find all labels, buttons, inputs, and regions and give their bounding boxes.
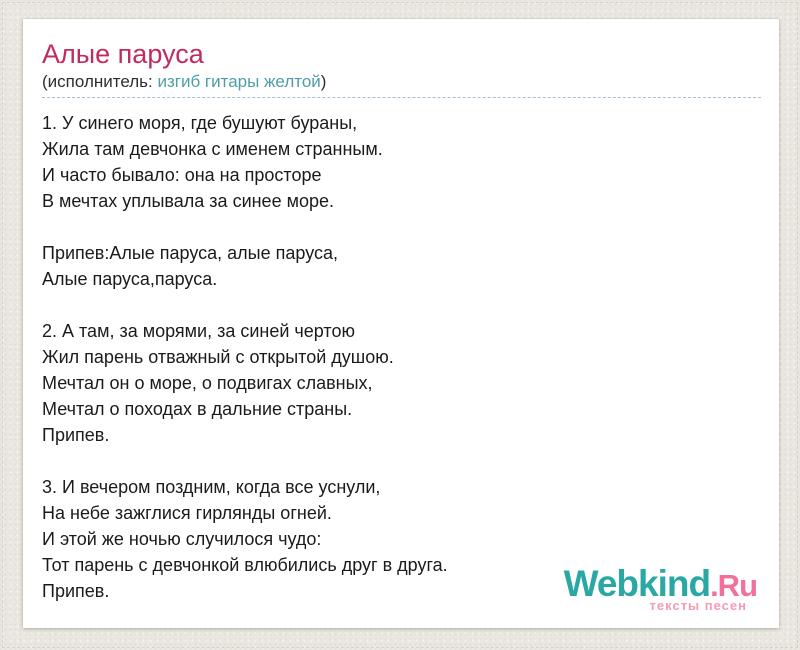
artist-prefix: (исполнитель: [42,72,158,91]
artist-suffix: ) [320,72,327,91]
lyric-line-blank [42,292,761,318]
lyric-line: 1. У синего моря, где бушуют бураны, [42,113,358,133]
artist-link[interactable]: изгиб гитары желтой [157,72,321,91]
lyric-line: 3. И вечером поздним, когда все уснули, [42,477,381,497]
webkind-logo-text [564,565,757,602]
lyric-line: Припев:Алые паруса, алые паруса, [42,243,338,263]
lyric-line: Жила там девчонка с именем странным. [42,139,383,159]
lyric-line: И часто бывало: она на просторе [42,165,322,185]
lyric-line-blank [42,214,761,240]
lyric-line: Мечтал о походах в дальние страны. [42,399,353,419]
artist-line [42,72,761,92]
logo-webkind-part: Webkind [563,563,711,604]
content-card [23,19,779,628]
lyric-line: Жил парень отважный с открытой душою. [42,347,394,367]
lyric-line: Тот парень с девчонкой влюбились друг в друга. [42,555,448,575]
lyric-line: Припев. [42,581,110,601]
dotted-separator [42,97,761,98]
lyric-line: Мечтал он о море, о подвигах славных, [42,373,373,393]
lyric-line: Алые паруса,паруса. [42,269,218,289]
logo-tagline: тексты песен [649,598,747,613]
lyric-line: Припев. [42,425,110,445]
lyric-line-blank [42,448,761,474]
song-title: Алые паруса [42,39,204,69]
lyric-line: 2. А там, за морями, за синей чертою [42,321,355,341]
lyrics-block [42,110,761,604]
lyric-line: На небе зажглися гирлянды огней. [42,503,332,523]
lyric-line: И этой же ночью случилося чудо: [42,529,322,549]
lyric-line: В мечтах уплывала за синее море. [42,191,334,211]
logo-ru-part: .Ru [710,568,757,603]
webkind-logo[interactable] [564,565,757,612]
